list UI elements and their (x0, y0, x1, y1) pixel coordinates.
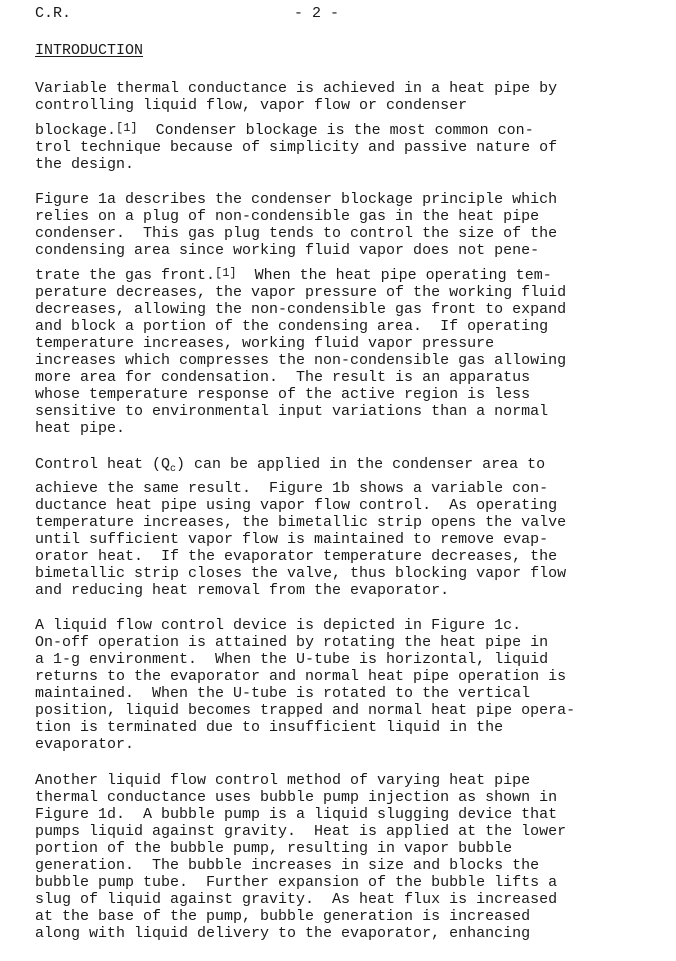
text-line: and block a portion of the condensing area. If operating (35, 318, 549, 335)
text-line: increases which compresses the non-condensible gas allowing (35, 352, 567, 369)
text-line: bimetallic strip closes the valve, thus blocking vapor flow (35, 565, 567, 582)
text-line: trol technique because of simplicity and passive nature of (35, 139, 558, 156)
text-line: a 1-g environment. When the U-tube is horizontal, liquid (35, 651, 549, 668)
paragraph-5 (35, 772, 655, 942)
text-line: A liquid flow control device is depicted in Figure 1c. (35, 617, 522, 634)
text-line: controlling liquid flow, vapor flow or condenser (35, 97, 468, 114)
text-line: maintained. When the U-tube is rotated to the vertical (35, 685, 531, 702)
paragraph-1 (35, 80, 655, 173)
text-line: bubble pump tube. Further expansion of the bubble lifts a (35, 874, 558, 891)
text-line: returns to the evaporator and normal heat pipe operation is (35, 668, 567, 685)
text-segment: When the heat pipe operating tem- (236, 267, 552, 284)
text-line: the design. (35, 156, 135, 173)
text-line: Figure 1a describes the condenser blockage principle which (35, 191, 558, 208)
text-line: along with liquid delivery to the evaporator, enhancing (35, 925, 531, 942)
subscript: c (170, 464, 177, 475)
text-line (35, 259, 655, 284)
citation-ref: [1] (215, 266, 237, 280)
text-line: temperature increases, working fluid vapor pressure (35, 335, 495, 352)
text-line: heat pipe. (35, 420, 126, 437)
text-segment: Control heat (Q (35, 456, 171, 473)
text-line: slug of liquid against gravity. As heat flux is increased (35, 891, 558, 908)
paragraph-4 (35, 617, 655, 753)
text-line: thermal conductance uses bubble pump injection as shown in (35, 789, 558, 806)
text-line: evaporator. (35, 736, 135, 753)
text-segment: Condenser blockage is the most common con- (137, 122, 534, 139)
text-line: Figure 1d. A bubble pump is a liquid slugging device that (35, 806, 558, 823)
page-number: - 2 - (294, 5, 340, 22)
text-line: more area for condensation. The result is an apparatus (35, 369, 531, 386)
text-segment: blockage. (35, 122, 117, 139)
citation-ref: [1] (116, 121, 138, 135)
text-line: position, liquid becomes trapped and normal heat pipe opera- (35, 702, 576, 719)
text-line: orator heat. If the evaporator temperature decreases, the (35, 548, 558, 565)
text-line: relies on a plug of non-condensible gas in the heat pipe (35, 208, 540, 225)
text-line: On-off operation is attained by rotating the heat pipe in (35, 634, 549, 651)
text-line: generation. The bubble increases in size and blocks the (35, 857, 540, 874)
text-line: sensitive to environmental input variations than a normal (35, 403, 549, 420)
text-line: Variable thermal conductance is achieved in a heat pipe by (35, 80, 558, 97)
text-line: temperature increases, the bimetallic strip opens the valve (35, 514, 567, 531)
text-line: whose temperature response of the active region is less (35, 386, 531, 403)
text-line (35, 114, 655, 139)
text-line: tion is terminated due to insufficient liquid in the (35, 719, 504, 736)
text-line: pumps liquid against gravity. Heat is applied at the lower (35, 823, 567, 840)
text-line: ductance heat pipe using vapor flow control. As operating (35, 497, 558, 514)
text-line: and reducing heat removal from the evaporator. (35, 582, 450, 599)
text-line: until sufficient vapor flow is maintained to remove evap- (35, 531, 549, 548)
paragraph-2 (35, 191, 655, 437)
text-line: condensing area since working fluid vapor does not pene- (35, 242, 540, 259)
text-line: at the base of the pump, bubble generation is increased (35, 908, 531, 925)
text-segment: ) can be applied in the condenser area to (176, 456, 546, 473)
text-line: portion of the bubble pump, resulting in vapor bubble (35, 840, 513, 857)
text-line: Another liquid flow control method of varying heat pipe (35, 772, 531, 789)
text-line: condenser. This gas plug tends to control the size of the (35, 225, 558, 242)
text-line: decreases, allowing the non-condensible gas front to expand (35, 301, 567, 318)
paragraph-3 (35, 456, 655, 599)
text-line: achieve the same result. Figure 1b shows a variable con- (35, 480, 549, 497)
header-initials: C.R. (35, 5, 72, 22)
text-segment: trate the gas front. (35, 267, 216, 284)
section-heading: INTRODUCTION (35, 42, 144, 59)
text-line: perature decreases, the vapor pressure of the working fluid (35, 284, 567, 301)
text-line (35, 456, 655, 480)
